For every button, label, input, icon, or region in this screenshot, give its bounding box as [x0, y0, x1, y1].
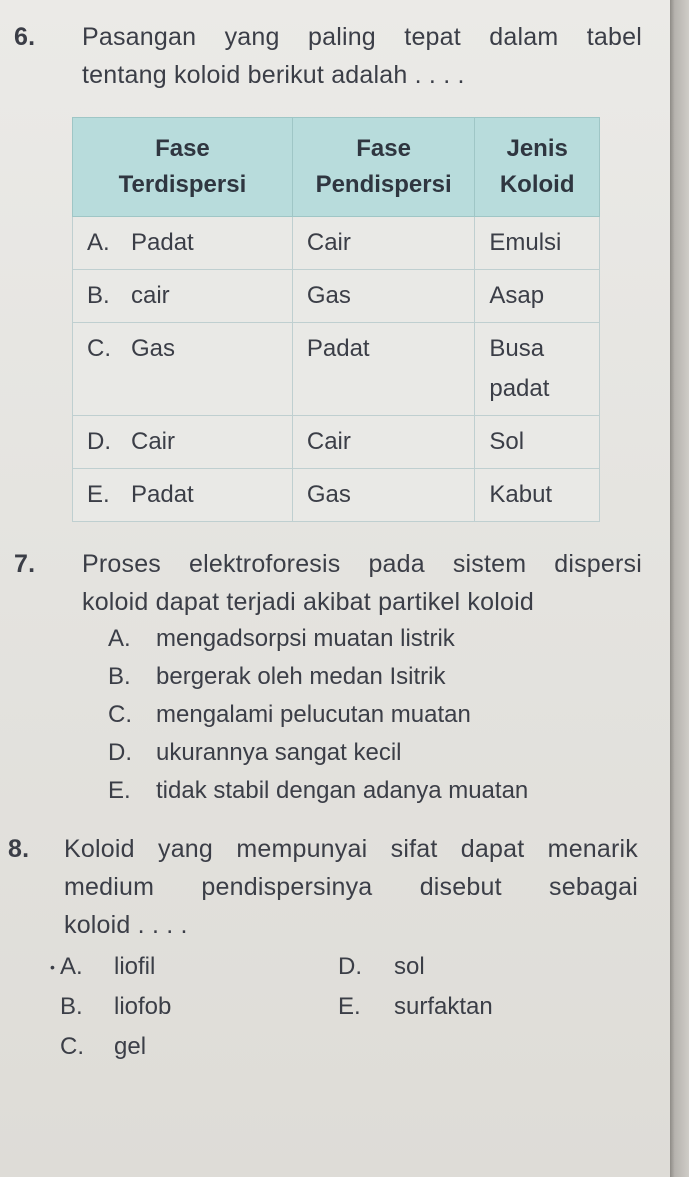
option-text: liofil: [114, 953, 156, 980]
question-text-line: Proses elektroforesis pada sistem dispersi: [82, 550, 642, 578]
question-number: 8.: [8, 835, 30, 863]
option-b[interactable]: [60, 988, 171, 1026]
cell-terdispersi: B. cair: [73, 270, 293, 323]
question-7-options: [108, 620, 528, 810]
option-a[interactable]: [108, 620, 528, 658]
question-7: [14, 545, 654, 625]
question-6: [14, 18, 654, 98]
option-letter: C.: [60, 1033, 84, 1060]
question-stem: [82, 545, 642, 621]
option-c[interactable]: [108, 696, 528, 734]
question-number: 7.: [14, 550, 36, 578]
question-8: [8, 830, 654, 950]
option-text: tidak stabil dengan adanya muatan: [156, 777, 529, 804]
option-text: liofob: [114, 993, 172, 1020]
question-stem: [64, 830, 638, 944]
question-number: 6.: [14, 23, 36, 51]
option-a[interactable]: [50, 948, 156, 986]
cell-pendispersi: Gas: [292, 469, 474, 522]
bullet-mark: •: [50, 959, 55, 975]
option-letter: A.: [87, 229, 110, 256]
option-letter: A.: [60, 953, 83, 980]
option-d[interactable]: [338, 948, 425, 986]
cell-terdispersi: E. Padat: [73, 469, 293, 522]
question-text-line: Koloid yang mempunyai sifat dapat menarik: [64, 835, 638, 863]
option-text: mengadsorpsi muatan listrik: [156, 625, 455, 652]
cell-terdispersi: D. Cair: [73, 416, 293, 469]
option-text: bergerak oleh medan Isitrik: [156, 663, 446, 690]
cell-jenis: Busa padat: [475, 323, 600, 416]
option-text: gel: [114, 1033, 147, 1060]
cell-pendispersi: Cair: [292, 217, 474, 270]
option-text: ukurannya sangat kecil: [156, 739, 402, 766]
header-fase-terdispersi: Fase Terdispersi: [73, 118, 293, 217]
question-stem: [82, 18, 642, 94]
page-edge: [670, 0, 689, 1177]
option-letter: B.: [60, 993, 83, 1020]
cell-jenis: Emulsi: [475, 217, 600, 270]
table-header-row: [73, 118, 600, 217]
question-text-line: Pasangan yang paling tepat dalam tabel: [82, 23, 642, 51]
cell-pendispersi: Gas: [292, 270, 474, 323]
option-letter: D.: [338, 953, 362, 980]
cell-terdispersi: A. Padat: [73, 217, 293, 270]
cell-pendispersi: Cair: [292, 416, 474, 469]
cell-jenis: Sol: [475, 416, 600, 469]
option-letter: B.: [87, 282, 110, 309]
option-text: sol: [394, 953, 425, 980]
cell-jenis: Kabut: [475, 469, 600, 522]
question-text-line: medium pendispersinya disebut sebagai: [64, 873, 638, 901]
table-row: [73, 469, 600, 522]
option-e[interactable]: [108, 772, 528, 810]
question-text-line: koloid dapat terjadi akibat partikel koloid: [82, 588, 534, 616]
option-e[interactable]: [338, 988, 493, 1026]
table-row: [73, 217, 600, 270]
koloid-table: [72, 117, 600, 522]
option-letter: E.: [108, 777, 131, 804]
option-letter: C.: [108, 701, 132, 728]
option-text: surfaktan: [394, 993, 493, 1020]
option-letter: E.: [338, 993, 361, 1020]
header-fase-pendispersi: Fase Pendispersi: [292, 118, 474, 217]
table-row: [73, 323, 600, 416]
option-letter: D.: [108, 739, 132, 766]
table-row: [73, 270, 600, 323]
option-letter: B.: [108, 663, 131, 690]
question-8-options: [50, 948, 580, 1068]
option-b[interactable]: [108, 658, 528, 696]
option-letter: A.: [108, 625, 131, 652]
table-row: [73, 416, 600, 469]
option-c[interactable]: [60, 1028, 146, 1066]
header-jenis-koloid: Jenis Koloid: [475, 118, 600, 217]
option-letter: D.: [87, 428, 111, 455]
question-text-line: koloid . . . .: [64, 911, 188, 939]
option-letter: C.: [87, 335, 111, 362]
cell-jenis: Asap: [475, 270, 600, 323]
option-text: mengalami pelucutan muatan: [156, 701, 471, 728]
cell-terdispersi: C. Gas: [73, 323, 293, 416]
option-d[interactable]: [108, 734, 528, 772]
option-letter: E.: [87, 481, 110, 508]
question-text-line: tentang koloid berikut adalah . . . .: [82, 61, 465, 89]
cell-pendispersi: Padat: [292, 323, 474, 416]
